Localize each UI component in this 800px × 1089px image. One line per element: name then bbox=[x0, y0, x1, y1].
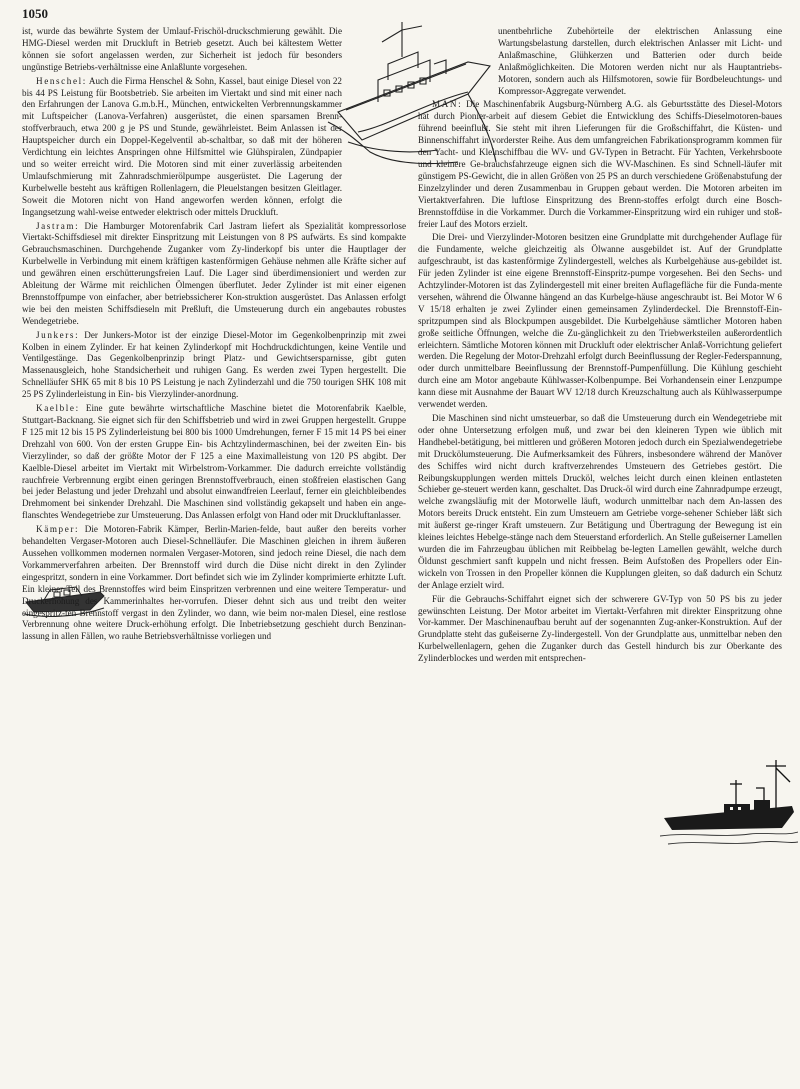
trawler-illustration bbox=[660, 758, 798, 854]
paragraph-junkers: Junkers: Der Junkers-Motor ist der einzige Diesel-Motor im Gegenkolbenprinzip mit zwei Kolben in einem Zylinder. Er hat keinen Zylinderkopf mit Hochdruckdichtungen, keine Ventile und Ventilgestänge. Das Gegenkolbenprinzip bringt Platz- und Gewichtsersparnisse, gibt guten Massenausgleich, hohe Standsicherheit und ruhigen Gang. Es werden zwei Typen hergestellt. Die Schnelläufer SHK 65 mit 8 bis 10 PS Leistung je nach Zylinderzahl und die 750 tourigen SHK 108 mit 25 PS Zylinderleistung in Ein- bis Vierzylinder-anordnung. bbox=[22, 329, 406, 400]
paragraph-kaemper: Kämper: Die Motoren-Fabrik Kämper, Berlin-Marien-felde, baut außer den bereits vorher behandelten Vergaser-Motoren auch Diesel-Schnelläufer. Die Maschinen gleichen in ihrem äußeren Aussehen vollkommen modernen normalen Vergaser-Motoren, sind jedoch reine Diesel, die nach dem Vorkammerverfahren arbeiten. Der Brennstoff wird durch die Düse nicht direkt in den Zylinder eingespritzt, sondern in eine Vorkammer. Dort befindet sich wie im Zylinder komprimierte erhitzte Luft. Ein kleiner Teil des Brennstoffes wird beim Einspritzen verbrennen und eine weitere Temperatur- und Druckerhöhung des Kammerinhaltes her-vorrufen. Dieser dehnt sich aus und treibt den weiter eingespritz-ten Brennstoff vergast in den Zylinder, wo dann, wie beim nor-malen Diesel, eine restlose Verbrennung ohne weitere Druck-erhöhung erfolgt. Die Inbetriebsetzung geschieht durch Benzinan-lassung in allen Fällen, wo rauhe Betriebsverhältnisse vorliegen und bbox=[22, 524, 406, 642]
paragraph-man: MAN: Die Maschinenfabrik Augsburg-Nürnberg A.G. als Geburtsstätte des Diesel-Motors hat durch Pionier-arbeit auf diesem Gebiet die Entwicklung des Schiffs-Dieselmotoren-baues führend beeinflußt. Sie steht mit ihren Lieferungen für die Großschiffahrt, die Küsten- und Binnenschiffahrt in vorderster Reihe. Aus dem umfangreichen Fabrikationsprogramm kommen für den Yacht- und Kleinschiffbau die WV- und GV-Typen in Betracht. Für Yachten, Verkehrsboote und kleinere Ge-brauchsfahrzeuge eignen sich die WV-Maschinen. Es sind Schnell-läufer mit günstigem PS-Gewicht, die in allen Größen von 25 PS an durch verschiedene Größenabstufung der Einzelzylinder und deren Zusammenbau in Gruppen gebaut werden. Die Motoren arbeiten im Viertaktverfahren. Die luftlose Einspritzung des Brenn-stoffes erfolgt durch eine Bosch-Brennstoffdüse in die Vorkammer. Durch die Vorkammer-Einspritzung wird ein ruhiger und stoß-freier Lauf des Motors erzielt. bbox=[418, 99, 782, 229]
paragraph-gv-typ: Für die Gebrauchs-Schiffahrt eignet sich der schwerere GV-Typ von 50 PS bis zu jeder gewünschten Leistung. Der Motor arbeitet im Viertakt-Verfahren mit direkter Einspritzung ohne Vor-kammer. Der Maschinenaufbau beruht auf der sogenannten Zug-anker-Konstruktion. Auf der Grundplatte steht das gußeiserne Zy-lindergestell. Von der Grundplatte aus, unmittelbar neben den Kurbelwellenlagern, gehen die Zuganker durch das Gestell hindurch bis zur Oberkante des Zylinderblockes und werden mit entsprechen- bbox=[418, 593, 782, 664]
paragraph-jastram: Jastram: Die Hamburger Motorenfabrik Carl Jastram liefert als Spezialität kompressorlose Viertakt-Schiffsdiesel mit direkter Einspritzung mit Leistungen von 8 PS aufwärts. Es sind kompakte Gebrauchsmaschinen. Durchgehende Zuganker vom Zy-linderkopf bis unter die Hauptlager der Kurbelwelle in Verbindung mit einem kräftigen kastenförmigen Gehäuse nehmen alle Kräfte sicher auf und gewähren einen erschütterungsfreien Lauf. Die Lager sind überdimensioniert und werden zur Ableitung der Wärme mit reichlichen Ölmengen überflutet. Jeder Zylinder ist mit einer eigenen Brennstoffpumpe von einfacher, aber betriebssicherer Kon-struktion ausgerüstet. Das Anlassen erfolgt wie bei den meisten Schiffsdieseln mit Preßluft, die Umsteuerung durch ein angebautes robustes Wendegetriebe. bbox=[22, 220, 406, 326]
right-column bbox=[418, 26, 782, 667]
paragraph-umsteuerung: Die Maschinen sind nicht umsteuerbar, so daß die Umsteuerung durch ein Wendegetriebe mit oder ohne Untersetzung erfolgen muß, und zwar bei den kleineren Typen wie üblich mit Handhebel-betätigung, bei mittleren und größeren Motoren jedoch durch ein Spezialwendegetriebe mit Druckölumsteuerung. Die Aufmerksamkeit des Führers, insbesondere während der Manöver des Schiffes wird nicht durch kraftverzehrendes Umsteuern des Getriebes gestört. Die Reibungskupplungen werden mittels Drucköl, welches leicht durch einen kleinen entlasteten Schieber ge-steuert werden kann, geschaltet. Das Druck-öl wird durch eine Zahnradpumpe erzeugt, welche zwangsläufig mit der Motorwelle läuft, wodurch unmittelbar nach dem An-lassen des Motors bereits Druck entsteht. Ein zum Umsteuern am Getriebe vorge-sehener Schieber läßt sich mit äußerst ge-ringer Kraft umsteuern. Zur Betätigung und Übertragung der Bewegung ist ein kleines leichtes Hebelge-stänge nach dem Steuerstand erforderlich. An Stelle gußeiserner Lamellen wurden die im Fahrzeugbau üblichen mit Reibbelag be-legten Lamellen gewählt, welche durch Öldunst geschmiert sanft kuppeln und nicht fressen. Beim Aufstoßen des Propellers oder Ein-wickeln von Trossen in den Propeller können die Kupplungen gleiten, so daß dadurch ein Schutz der Anlage erzielt wird. bbox=[418, 413, 782, 590]
page-number: 1050 bbox=[22, 6, 48, 21]
paragraph-anlassung-continuation: unentbehrliche Zubehörteile der elektrischen Anlassung eine Wartungsbelastung darstellen, durch elektrischen Anlasser mit Licht- und Anlaßmaschine, Glühkerzen und Batterien oder durch beide Anlaßmöglichkeiten. Die Motoren werden nicht nur als Hauptantriebs-Motoren, sondern auch als Hilfsmotoren, sowie für Bordbeleuchtungs- und Kompressor-Aggregate verwendet. bbox=[498, 26, 782, 96]
paragraph-henschel: Henschel: Auch die Firma Henschel & Sohn, Kassel, baut einige Diesel von 22 bis 44 PS Leistung für Bootsbetrieb. Sie arbeiten im Viertakt und sind mit einer nach den Erfahrungen der Lanova G.m.b.H., München, entwickelten Verbrennungskammer mit Luftspeicher (Lanova-Verfahren) ausgerüstet, die einen sparsamen Brenn-stoffverbrauch, etwa 200 g je PS und Stunde, gewährleistet. Beim Anlassen ist der Hauptspeicher durch ein Doppel-Kegelventil ab-schaltbar, so daß mit der höheren Verdichtung ein leichtes Anspringen ohne Hilfsmittel wie Glühspiralen, Zündpapier und so weiter erreicht wird. Die Motoren sind mit einer zuverlässig arbeitenden Umlaufschmierung mit Zahnradschmierölpumpe ausgerüstet. Die Lagerung der Kurbelwelle besteht aus kräftigen Rollenlagern, die Pleuelstangen besitzen Gleitlager. Soweit die Motoren nicht von Hand angeworfen werden können, erfolgt die Ingangsetzung wahl-weise entweder elektrisch oder mittels Druckluft. bbox=[22, 75, 342, 217]
paragraph-hmg-continuation: ist, wurde das bewährte System der Umlauf-Frischöl-druckschmierung gewählt. Die HMG-Diesel werden mit Druckluft in Betrieb gesetzt. Auch bei kältestem Wetter können sie sofort angelassen werden, zur Sicherheit ist jedoch für besonders ungünstige Betriebs-verhältnisse eine Anlaßlunte vorgesehen. bbox=[22, 26, 342, 72]
paragraph-zylinder-motoren: Die Drei- und Vierzylinder-Motoren besitzen eine Grundplatte mit durchgehender Auflage für die Fundamente, welche gleichzeitig als Ölwanne ausgebildet ist. Auf der Grundplatte aufgeschraubt, ist das kastenförmige Zylindergestell, welches als Kurbelgehäuse aus-gebildet ist. Für jeden Zylinder ist eine eigene Brennstoff-Einspritz-pumpe vorgesehen. Bei den Sechs- und Achtzylinder-Motoren ist das Zylindergestell mit einer breiten Auflagefläche für die Funda-mente versehen, während die Ölwanne hängend an das Kurbelge-häuse angeschraubt ist. Bei Motor W 6 V 15/18 erhalten je zwei Zylinder einen gemeinsamen Zylinderdeckel. Die Brennstoff-Ein-spritzpumpen sind als Blockpumpen ausgebildet. Die Kurbelgehäuse sämtlicher Motoren haben große seitliche Öffnungen, welche die Zu-gänglichkeit zu den Triebwerksteilen außerordentlich erleichtern. Sämtliche Motoren können mit Druckluft oder elektrischer Anlaß-Vorrichtung geliefert werden. Die Regelung der Motor-Drehzahl erfolgt durch Beeinflussung der Regler-Federspannung, oder durch unmittelbare Beeinflussung der Brennstoff-Pumpenfüllung. Die Kühlung geschieht durch eine am Motor angebaute Kühlwasser-Kolbenpumpe. Bei Vorhandensein einer Lenzpumpe kann diese mit Ausnahme der Bauart WV 12/18 durch Kreuzschaltung auch als Kühlwasserpumpe verwendet werden. bbox=[418, 232, 782, 410]
paragraph-kaelble: Kaelble: Eine gute bewährte wirtschaftliche Maschine bietet die Motorenfabrik Kaelble, Stuttgart-Backnang. Sie eignet sich für den Schiffsbetrieb und wird in zwei Gruppen hergestellt. Gruppe F 125 mit 12 bis 15 PS Zylinderleistung bei 800 bis 1000 Umdrehungen, ferner F 15 mit 14 PS bei einer Drehzahl von 600. Von der ersten Gruppe Ein- bis Achtzylindermaschinen, bei der zweiten Ein- bis Vierzylinder, so daß der größte Motor der F 125 a eine Maximalleistung von 120 PS abgibt. Der Kaelble-Diesel arbeitet im Viertakt mit Wirbelstrom-Vorkammer. Die dadurch erreichte vollständig rauchfreie Verbrennung ergibt einen geringen Brennstoffverbrauch, einen stoßfreien elastischen Gang bei jeder Belastung und jeder Drehzahl und absolut einwandfreien Leerlauf, ferner ein gleichbleibendes Drehmoment bei sinkender Drehzahl. Die Maschinen sind vollständig gekapselt und haben ein ange-flanschtes Wendegetriebe zur Umsteuerung. Das Anlassen erfolgt von Hand oder mit Druckluftanlasser. bbox=[22, 403, 406, 521]
left-column bbox=[22, 26, 406, 645]
